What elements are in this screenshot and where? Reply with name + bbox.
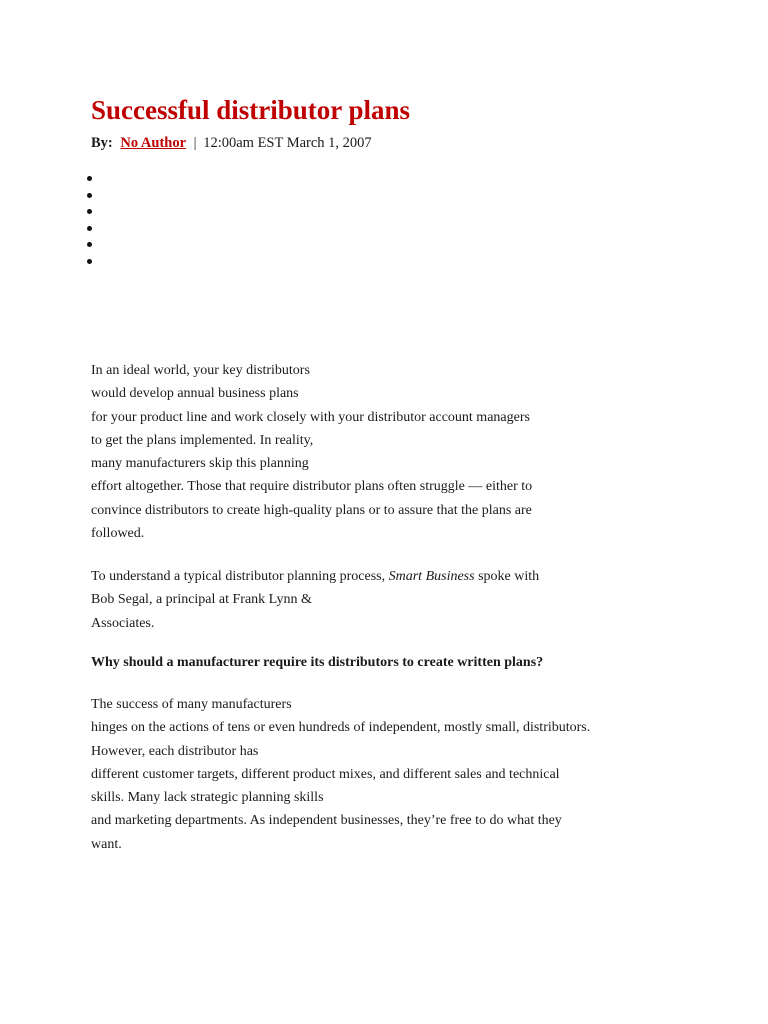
text-line: convince distributors to create high-quality plans or to assure that the plans are [91, 502, 532, 518]
text-line: would develop annual business plans [91, 386, 299, 402]
publish-date: 12:00am EST March 1, 2007 [203, 135, 372, 151]
text-line: The success of many manufacturers [91, 697, 292, 712]
byline-label: By: [91, 135, 113, 151]
text-segment: To understand a typical distributor planning process, [91, 569, 389, 584]
text-line: to get the plans implemented. In reality, [91, 432, 314, 448]
text-line: different customer targets, different product mixes, and different sales and technical [91, 766, 560, 782]
byline [91, 134, 372, 152]
text-line: Associates. [91, 615, 155, 631]
text-line: Bob Segal, a principal at Frank Lynn & [91, 592, 312, 608]
byline-separator: | [193, 135, 197, 151]
article-title: Successful distributor plans [91, 95, 411, 125]
paragraph-interview-intro [91, 565, 539, 635]
paragraph-answer [91, 693, 590, 856]
text-line: want. [91, 836, 122, 852]
question-heading: Why should a manufacturer require its distributors to create written plans? [91, 655, 544, 670]
text-line: skills. Many lack strategic planning skills [91, 790, 324, 806]
text-line: followed. [91, 526, 145, 542]
text-line: and marketing departments. As independent businesses, they’re free to do what they [91, 813, 562, 829]
text-line: hinges on the actions of tens or even hundreds of independent, mostly small, distributors. [91, 720, 591, 736]
publication-name: Smart Business [388, 569, 475, 584]
text-line: for your product line and work closely with your distributor account managers [91, 409, 530, 425]
text-line: effort altogether. Those that require distributor plans often struggle — either to [91, 479, 533, 495]
text-line: However, each distributor has [91, 743, 259, 759]
author-link[interactable]: No Author [120, 135, 187, 151]
paragraph-intro [91, 359, 532, 545]
text-line: many manufacturers skip this planning [91, 456, 309, 472]
text-line [91, 565, 539, 588]
text-line: In an ideal world, your key distributors [91, 363, 310, 378]
text-segment: spoke with [474, 569, 540, 584]
